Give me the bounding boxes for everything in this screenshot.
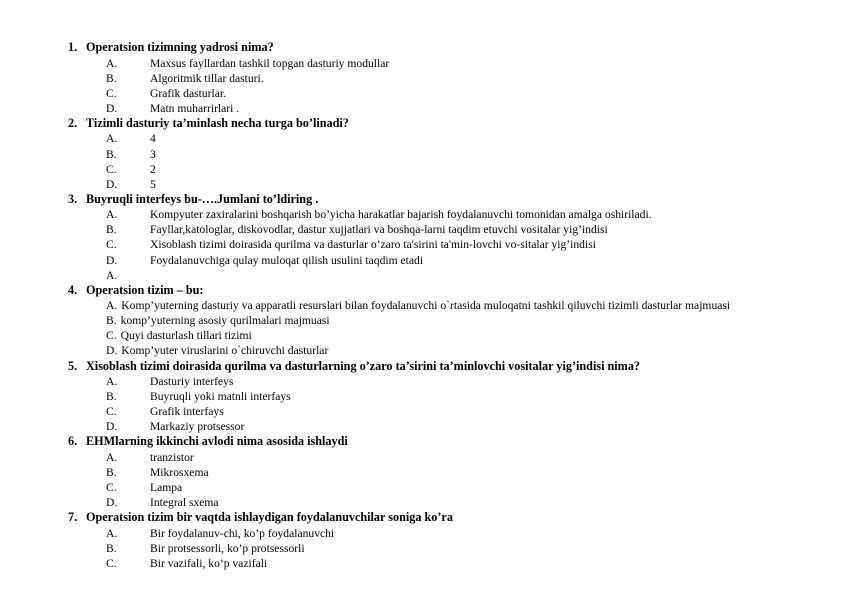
question-text: EHMlarning ikkinchi avlodi nima asosida ishlaydi xyxy=(86,434,348,449)
answer-letter: A. xyxy=(106,375,118,389)
answer-letter: B. xyxy=(106,147,117,161)
question-text: Operatsion tizim bir vaqtda ishlaydigan foydalanuvchilar soniga ko’ra xyxy=(86,510,453,525)
answer-text: tranzistor xyxy=(150,450,194,464)
answer-list xyxy=(68,374,782,434)
answer-text: komp’yuterning asosiy qurilmalari majmuasi xyxy=(120,314,330,328)
answer-letter: D. xyxy=(106,496,118,510)
answer-text: 4 xyxy=(150,132,156,146)
answer-option[interactable] xyxy=(68,495,782,510)
answer-letter: D. xyxy=(106,253,118,267)
answer-text: Markaziy protsessor xyxy=(150,420,245,434)
question-text: Operatsion tizimning yadrosi nima? xyxy=(86,40,274,54)
answer-option[interactable] xyxy=(68,131,782,146)
answer-option[interactable] xyxy=(68,419,782,434)
answer-option[interactable] xyxy=(68,268,782,283)
answer-text: Bir vazifali, ko’p vazifali xyxy=(150,556,268,570)
answer-text: Xisoblash tizimi doirasida qurilma va dasturlar o’zaro ta'sirini ta'min-lovchi vo-sitalar yig’indisi xyxy=(150,238,596,252)
answer-text: Komp’yuter viruslarini o`chiruvchi dasturlar xyxy=(121,344,329,358)
question-item xyxy=(68,434,782,510)
answer-option[interactable] xyxy=(68,526,782,541)
question-number: 6. xyxy=(68,434,78,449)
answer-letter: A. xyxy=(106,450,118,464)
answer-text: Lampa xyxy=(150,481,183,495)
answer-option[interactable] xyxy=(68,253,782,268)
question-number: 4. xyxy=(68,282,78,297)
question-line xyxy=(68,283,782,299)
question-number: 1. xyxy=(68,40,78,54)
answer-text: Komp’yuterning dasturiy va apparatli resurslari bilan foydalanuvchi o`rtasida muloqatni tashkil qiluvchi tizimli dasturlar majmuasi xyxy=(121,299,731,313)
answer-option[interactable] xyxy=(68,237,782,252)
answer-letter: A. xyxy=(106,526,118,540)
answer-letter: B. xyxy=(106,390,117,404)
answer-option[interactable] xyxy=(68,101,782,116)
answer-option[interactable] xyxy=(68,343,782,358)
question-text: Tizimli dasturiy ta’minlash necha turga bo’linadi? xyxy=(86,115,349,130)
question-item xyxy=(68,359,782,435)
answer-letter: A. xyxy=(106,56,118,70)
answer-option[interactable] xyxy=(68,86,782,101)
answer-letter: C. xyxy=(106,405,117,419)
answer-text: Kompyuter zaxiralarini boshqarish bo’yicha harakatlar bajarish foydalanuvchi tomonidan amalga oshiriladi. xyxy=(150,208,652,222)
answer-option[interactable] xyxy=(68,404,782,419)
answer-text: Bir protsessorli, ko’p protsessorli xyxy=(150,541,305,555)
answer-option[interactable] xyxy=(68,541,782,556)
question-list xyxy=(68,40,782,571)
question-line xyxy=(68,434,782,450)
answer-list xyxy=(68,207,782,282)
answer-text: Dasturiy interfeys xyxy=(150,375,234,389)
answer-letter: D. xyxy=(106,177,118,191)
answer-text: Grafik dasturlar. xyxy=(150,86,226,100)
answer-text: Algoritmik tillar dasturi. xyxy=(150,71,264,85)
answer-letter: A. xyxy=(106,132,118,146)
question-item xyxy=(68,283,782,359)
answer-option[interactable] xyxy=(68,450,782,465)
answer-letter: C. xyxy=(106,238,117,252)
answer-letter: C. xyxy=(106,86,117,100)
question-item xyxy=(68,40,782,116)
answer-letter: C. xyxy=(106,329,117,343)
answer-text: Integral sxema xyxy=(150,496,219,510)
answer-letter: B. xyxy=(106,71,117,85)
answer-option[interactable] xyxy=(68,465,782,480)
answer-letter: D. xyxy=(106,344,118,358)
answer-letter: B. xyxy=(106,223,117,237)
answer-option[interactable] xyxy=(68,328,782,343)
answer-option[interactable] xyxy=(68,556,782,571)
answer-letter: C. xyxy=(106,481,117,495)
answer-option[interactable] xyxy=(68,374,782,389)
question-line xyxy=(68,40,782,56)
question-number: 2. xyxy=(68,115,78,130)
answer-letter: B. xyxy=(106,466,117,480)
answer-option[interactable] xyxy=(68,162,782,177)
answer-option[interactable] xyxy=(68,71,782,86)
answer-option[interactable] xyxy=(68,480,782,495)
question-line xyxy=(68,359,782,375)
question-line xyxy=(68,510,782,526)
answer-list xyxy=(68,298,782,358)
question-number: 7. xyxy=(68,510,78,525)
answer-option[interactable] xyxy=(68,177,782,192)
answer-text: Fayllar,katologlar, diskovodlar, dastur xujjatlari va boshqa-larni taqdim etuvchi vositalar yig’indisi xyxy=(150,223,608,237)
answer-text: Grafik interfays xyxy=(150,405,224,419)
answer-list xyxy=(68,131,782,191)
answer-letter: D. xyxy=(106,420,118,434)
answer-letter: B. xyxy=(106,314,117,328)
question-number: 3. xyxy=(68,191,78,206)
answer-text: 2 xyxy=(150,162,156,176)
answer-letter: A. xyxy=(106,299,118,313)
question-text: Xisoblash tizimi doirasida qurilma va dasturlarning o’zaro ta’sirini ta’minlovchi vositalar yig’indisi nima? xyxy=(86,358,641,373)
answer-option[interactable] xyxy=(68,147,782,162)
question-item xyxy=(68,192,782,283)
answer-text: Foydalanuvchiga qulay muloqat qilish usulini taqdim etadi xyxy=(150,253,424,267)
answer-option[interactable] xyxy=(68,207,782,222)
answer-letter: A. xyxy=(106,208,118,222)
question-text: Operatsion tizim – bu: xyxy=(86,282,204,297)
question-item xyxy=(68,510,782,571)
answer-text: Buyruqli yoki matnli interfays xyxy=(150,390,291,404)
answer-letter: D. xyxy=(106,101,118,115)
answer-text: 3 xyxy=(150,147,156,161)
answer-option[interactable] xyxy=(68,313,782,328)
answer-option[interactable] xyxy=(68,389,782,404)
answer-text: Maxsus fayllardan tashkil topgan dasturiy modullar xyxy=(150,56,390,70)
answer-option[interactable] xyxy=(68,222,782,237)
answer-letter: C. xyxy=(106,556,117,570)
answer-letter: C. xyxy=(106,162,117,176)
answer-letter: B. xyxy=(106,541,117,555)
answer-list xyxy=(68,450,782,510)
answer-text: Bir foydalanuv-chi, ko’p foydalanuvchi xyxy=(150,526,335,540)
answer-list xyxy=(68,56,782,116)
question-text: Buyruqli interfeys bu-….Jumlani to’ldiring . xyxy=(86,191,319,206)
answer-text: 5 xyxy=(150,177,156,191)
question-line xyxy=(68,192,782,208)
answer-option[interactable] xyxy=(68,56,782,71)
question-item xyxy=(68,116,782,192)
answer-letter: A. xyxy=(106,268,118,282)
answer-text: Mikrosxema xyxy=(150,466,209,480)
answer-text: Quyi dasturlash tillari tizimi xyxy=(120,329,252,343)
answer-text: Matn muharrirlari . xyxy=(150,101,240,115)
answer-list xyxy=(68,526,782,571)
question-line xyxy=(68,116,782,132)
answer-option[interactable] xyxy=(68,298,782,313)
question-number: 5. xyxy=(68,358,78,373)
